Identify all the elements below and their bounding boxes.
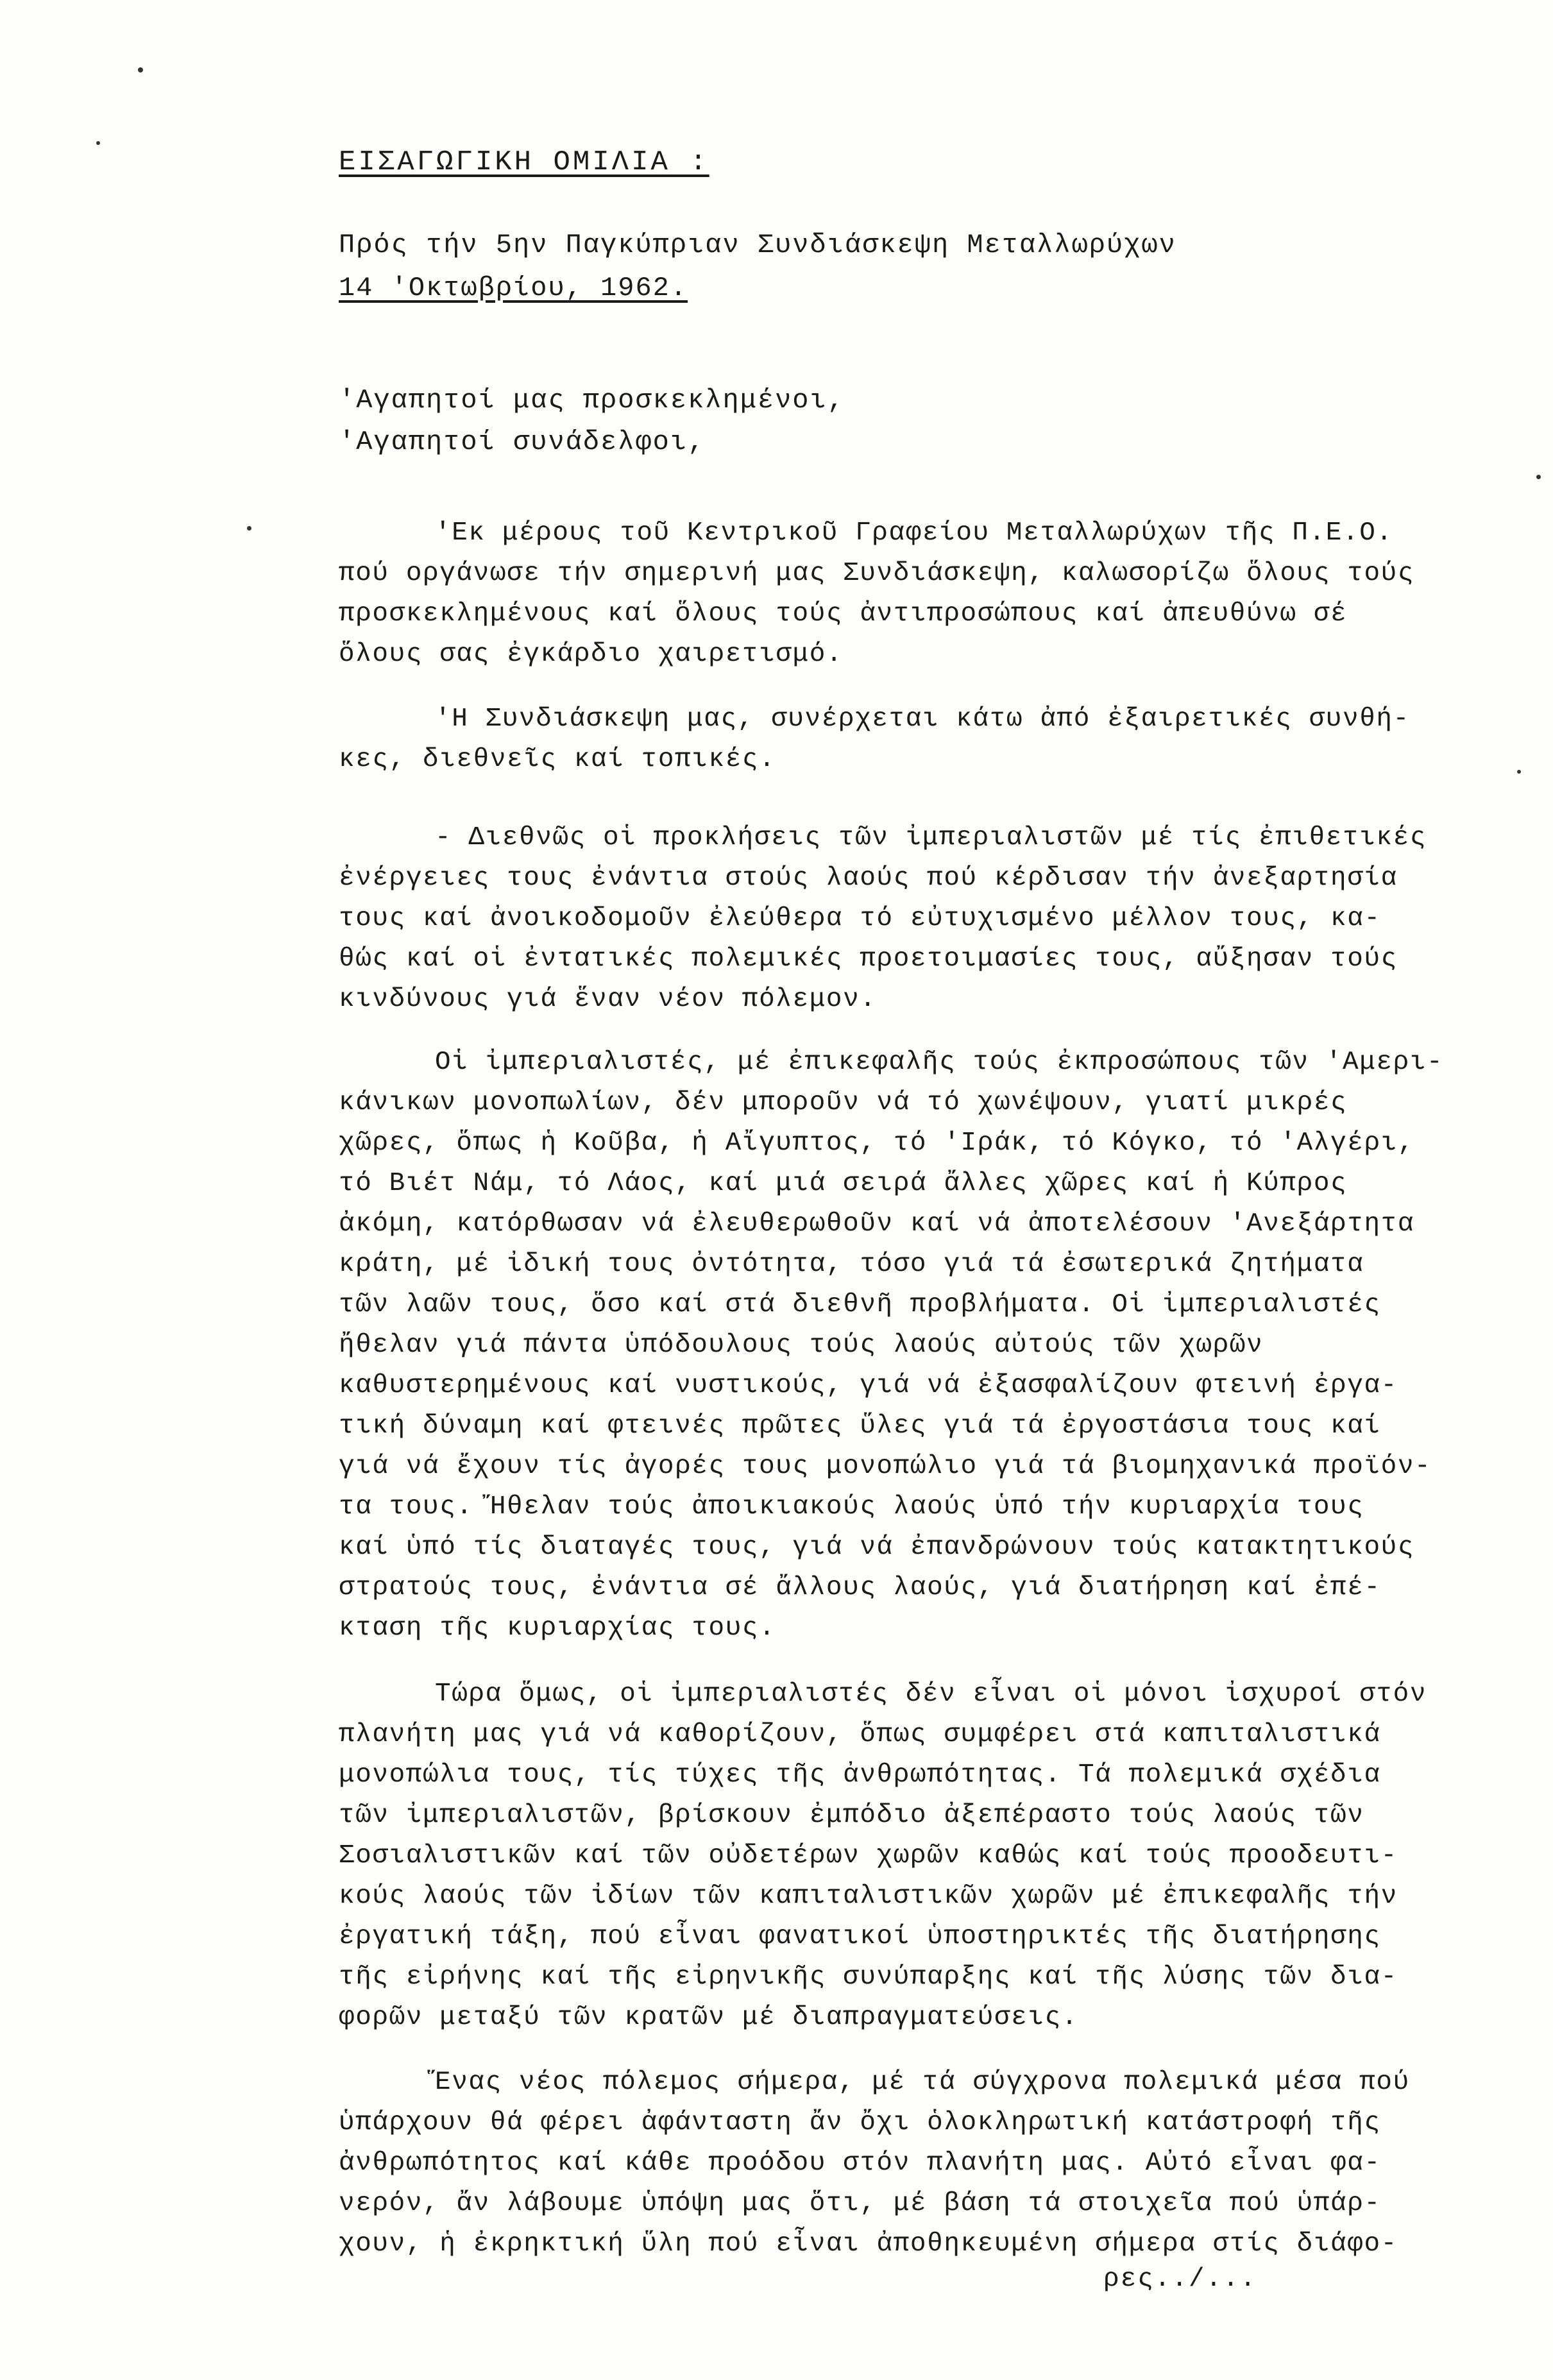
scan-speck <box>1517 770 1521 774</box>
paragraph-5 <box>339 1674 1468 2038</box>
text-line: ἀκόμη, κατόρθωσαν νά ἐλευθερωθοῦν καί νά ἀποτελέσουν 'Ανεξάρτητα <box>339 1209 1415 1239</box>
document-title: ΕΙΣΑΓΩΓΙΚΗ ΟΜΙΛΙΑ : <box>339 146 709 178</box>
text-line: χῶρες, ὅπως ἡ Κοῦβα, ἡ Αἴγυπτος, τό 'Ιράκ, τό Κόγκο, τό 'Αλγέρι, <box>339 1128 1415 1158</box>
text-line: ὑπάρχουν θά φέρει ἀφάνταστη ἄν ὄχι ὁλοκληρωτική κατάστροφή τῆς <box>339 2108 1381 2138</box>
text-line: Ἕνας νέος πόλεμος σήμερα, μέ τά σύγχρονα πολεμικά μέσα πού <box>435 2068 1410 2097</box>
text-line: τους καί ἀνοικοδομοῦν ἐλεύθερα τό εὐτυχισμένο μέλλον τους, κα- <box>339 904 1381 933</box>
address-line-2: 14 'Οκτωβρίου, 1962. <box>339 273 688 303</box>
text-line: στρατούς τους, ἐνάντια σέ ἄλλους λαούς, γιά διατήρηση καί ἐπέ- <box>339 1573 1381 1602</box>
text-line: ἤθελαν γιά πάντα ὑπόδουλους τούς λαούς αὐτούς τῶν χωρῶν <box>339 1330 1264 1360</box>
text-line: γιά νά ἔχουν τίς ἀγορές τους μονοπώλιο γιά τά βιομηχανικά προϊόν- <box>339 1452 1432 1481</box>
text-line: προσκεκλημένους καί ὅλους τούς ἀντιπροσώπους καί ἀπευθύνω σέ <box>339 599 1348 629</box>
page-continuation: ρες../... <box>1103 2265 1257 2294</box>
text-line: καθυστερημένους καί νυστικούς, γιά νά ἐξασφαλίζουν φτεινή ἐργα- <box>339 1371 1398 1400</box>
text-line: ἐνέργειες τους ἐνάντια στούς λαούς πού κέρδισαν τήν ἀνεξαρτησία <box>339 863 1398 893</box>
text-line: χουν, ἡ ἐκρηκτική ὕλη πού εἶναι ἀποθηκευμένη σήμερα στίς διάφο- <box>339 2229 1398 2259</box>
paragraph-6 <box>339 2062 1468 2265</box>
text-line: ἀνθρωπότητος καί κάθε προόδου στόν πλανήτη μας. Αὐτό εἶναι φα- <box>339 2148 1381 2178</box>
text-line: Οἱ ἰμπεριαλιστές, μέ ἐπικεφαλῆς τούς ἐκπροσώπους τῶν 'Αμερι- <box>435 1048 1444 1077</box>
salutation-1: 'Αγαπητοί μας προσκεκλημένοι, <box>339 385 845 416</box>
text-line: τα τους. Ἤθελαν τούς ἀποικιακούς λαούς ὑπό τήν κυριαρχία τους <box>339 1492 1364 1522</box>
paragraph-3 <box>339 818 1468 1020</box>
text-line: τῆς εἰρήνης καί τῆς εἰρηνικῆς συνύπαρξης καί τῆς λύσης τῶν δια- <box>339 1962 1398 1992</box>
text-line: τῶν λαῶν τους, ὅσο καί στά διεθνῆ προβλήματα. Οἱ ἰμπεριαλιστές <box>339 1290 1381 1320</box>
text-line: 'Εκ μέρους τοῦ Κεντρικοῦ Γραφείου Μεταλλωρύχων τῆς Π.Ε.Ο. <box>435 518 1393 548</box>
text-line: - Διεθνῶς οἱ προκλήσεις τῶν ἰμπεριαλιστῶν μέ τίς ἐπιθετικές <box>435 823 1427 853</box>
text-line: πού οργάνωσε τήν σημερινή μας Συνδιάσκεψη, καλωσορίζω ὅλους τούς <box>339 559 1415 588</box>
address-line-1: Πρός τήν 5ην Παγκύπριαν Συνδιάσκεψη Μεταλλωρύχων <box>339 230 1176 260</box>
text-line: τό Βιέτ Νάμ, τό Λάος, καί μιά σειρά ἄλλες χῶρες καί ἡ Κύπρος <box>339 1169 1348 1198</box>
paragraph-1 <box>339 513 1468 675</box>
scan-speck <box>1536 475 1541 479</box>
text-line: πλανήτη μας γιά νά καθορίζουν, ὅπως συμφέρει στά καπιταλιστικά <box>339 1720 1381 1749</box>
text-line: κούς λαούς τῶν ἰδίων τῶν καπιταλιστικῶν χωρῶν μέ ἐπικεφαλῆς τήν <box>339 1882 1398 1911</box>
text-line: κάνικων μονοπωλίων, δέν μποροῦν νά τό χωνέψουν, γιατί μικρές <box>339 1088 1348 1118</box>
text-line: κταση τῆς κυριαρχίας τους. <box>339 1613 776 1643</box>
text-line: θώς καί οἱ ἐντατικές πολεμικές προετοιμασίες τους, αὔξησαν τούς <box>339 944 1398 974</box>
text-line: καί ὑπό τίς διαταγές τους, γιά νά ἐπανδρώνουν τούς κατακτητικούς <box>339 1533 1415 1562</box>
paragraph-4 <box>339 1042 1468 1649</box>
text-line: κράτη, μέ ἰδική τους ὀντότητα, τόσο γιά τά ἐσωτερικά ζητήματα <box>339 1250 1364 1279</box>
text-line: τῶν ἰμπεριαλιστῶν, βρίσκουν ἐμπόδιο ἀξεπέραστο τούς λαούς τῶν <box>339 1801 1364 1830</box>
scan-speck <box>138 67 143 72</box>
text-line: νερόν, ἄν λάβουμε ὑπόψη μας ὅτι, μέ βάση τά στοιχεῖα πού ὑπάρ- <box>339 2189 1381 2218</box>
text-line: Τώρα ὅμως, οἱ ἰμπεριαλιστές δέν εἶναι οἱ μόνοι ἰσχυροί στόν <box>435 1679 1427 1709</box>
scan-speck <box>96 141 100 145</box>
text-line: ὅλους σας ἐγκάρδιο χαιρετισμό. <box>339 640 844 669</box>
text-line: Σοσιαλιστικῶν καί τῶν οὐδετέρων χωρῶν καθώς καί τούς προοδευτι- <box>339 1841 1398 1871</box>
text-line: κινδύνους γιά ἕναν νέον πόλεμον. <box>339 985 877 1014</box>
text-line: 'Η Συνδιάσκεψη μας, συνέρχεται κάτω ἀπό ἐξαιρετικές συνθή- <box>435 704 1410 734</box>
text-line: κες, διεθνεῖς καί τοπικές. <box>339 745 776 774</box>
text-line: φορῶν μεταξύ τῶν κρατῶν μέ διαπραγματεύσεις. <box>339 2003 1078 2032</box>
salutation-2: 'Αγαπητοί συνάδελφοι, <box>339 427 706 457</box>
text-line: ἐργατική τάξη, πού εἶναι φανατικοί ὑποστηρικτές τῆς διατήρησης <box>339 1922 1381 1951</box>
text-line: μονοπώλια τους, τίς τύχες τῆς ἀνθρωπότητας. Τά πολεμικά σχέδια <box>339 1760 1381 1790</box>
text-line: τική δύναμη καί φτεινές πρῶτες ὕλες γιά τά ἐργοστάσια τους καί <box>339 1411 1381 1441</box>
scan-speck <box>247 526 251 531</box>
paragraph-2 <box>339 699 1468 780</box>
